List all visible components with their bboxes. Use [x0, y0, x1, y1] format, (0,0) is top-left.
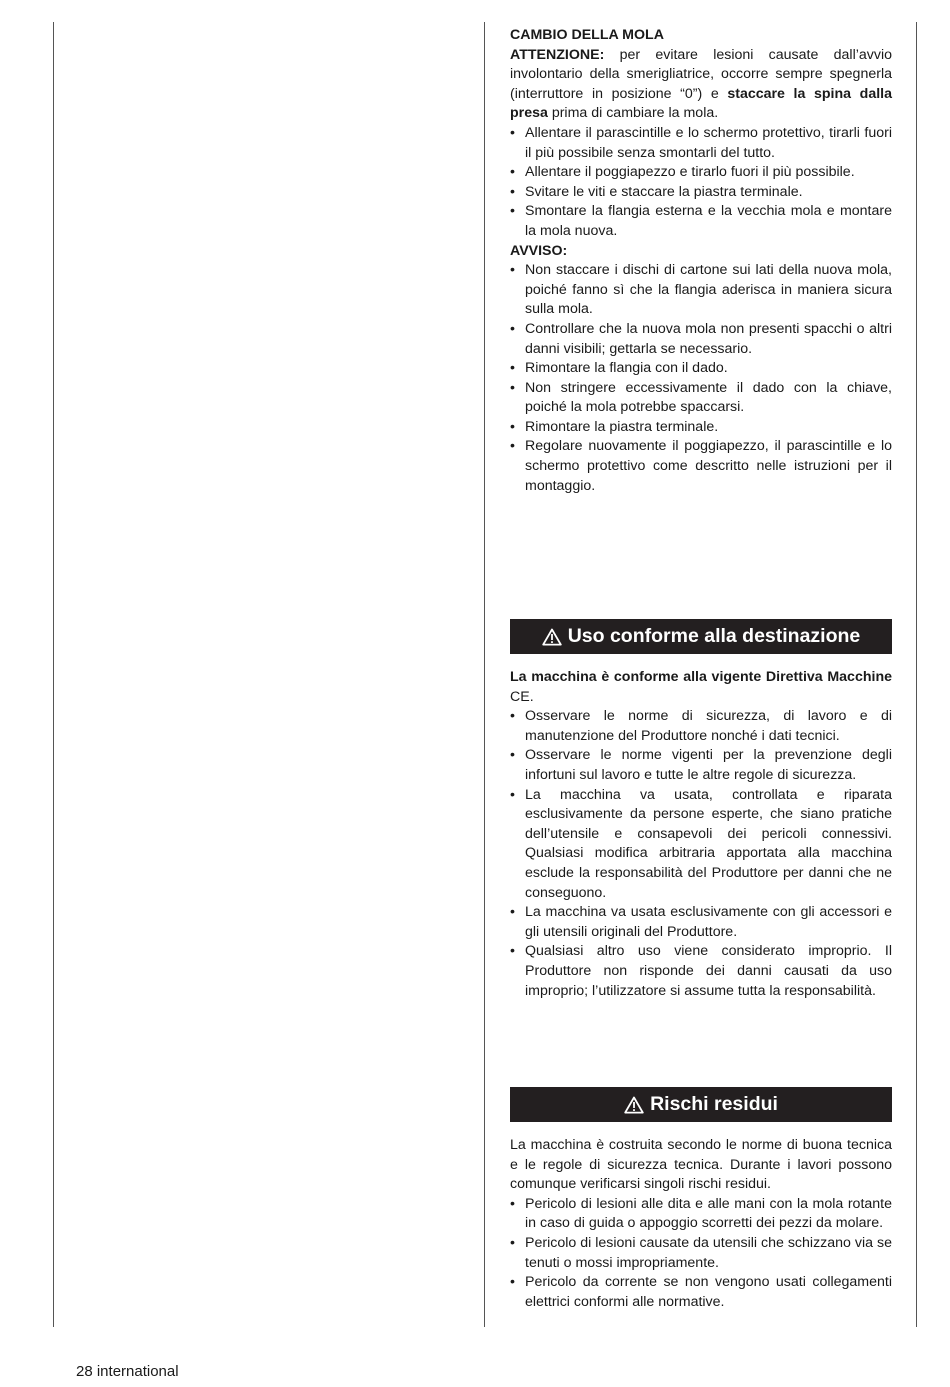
warning-text: per evitare lesioni causate dall’avvio involontario della smerigliatrice, occorre sempre spegnerla (interruttore in posizione “0”) e [510, 46, 892, 102]
list-item: • La macchina va usata esclusivamente con gli accessori e gli utensili originali del Produttore. [510, 903, 892, 942]
list-item: • La macchina va usata, controllata e riparata esclusivamente da persone esperte, che siano pratiche dell’utensile e consapevoli dei pericoli connessivi. Qualsiasi modifica arbitraria apportata alla macchina esclude la responsabilità del Produttore per danni che ne conseguono. [510, 786, 892, 904]
uso-list [510, 707, 892, 1001]
right-margin-rule [916, 22, 917, 1327]
notice-label: AVVISO: [510, 242, 568, 259]
section-heading: Rischi residui [650, 1093, 778, 1115]
list-item: • Osservare le norme di sicurezza, di lavoro e di manutenzione del Produttore nonché i dati tecnici. [510, 707, 892, 746]
list-item: • Allentare il poggiapezzo e tirarlo fuori il più possibile. [510, 163, 892, 183]
uso-conforme-banner [510, 619, 892, 654]
notice-list [510, 261, 892, 496]
center-column-rule [484, 22, 485, 1327]
left-margin-rule [53, 22, 54, 1327]
warning-label: ATTENZIONE: [510, 46, 605, 63]
section-title: CAMBIO DELLA MOLA [510, 27, 664, 43]
rischi-list [510, 1195, 892, 1313]
section-cambio-mola [510, 26, 892, 496]
list-item: • Rimontare la piastra terminale. [510, 418, 892, 438]
intro-bold: La macchina è conforme alla vigente Direttiva Macchine [510, 669, 892, 685]
section-uso-conforme [510, 668, 892, 1001]
list-item: • Rimontare la flangia con il dado. [510, 359, 892, 379]
page-footer: 28 international [76, 1363, 179, 1380]
rischi-residui-banner [510, 1087, 892, 1122]
list-item: • Non staccare i dischi di cartone sui lati della nuova mola, poiché fanno sì che la flangia aderisca in maniera sicura sulla mola. [510, 261, 892, 320]
list-item: • Pericolo di lesioni alle dita e alle mani con la mola rotante in caso di guida o appoggio scorretti dei pezzi da molare. [510, 1195, 892, 1234]
warning-triangle-icon [624, 1096, 644, 1114]
list-item: • Pericolo da corrente se non vengono usati collegamenti elettrici conformi alle normative. [510, 1273, 892, 1312]
list-item: • Pericolo di lesioni causate da utensili che schizzano via se tenuti o mossi impropriamente. [510, 1234, 892, 1273]
section-heading: Uso conforme alla destinazione [567, 625, 861, 647]
warning-text-end: prima di cambiare la mola. [551, 105, 719, 122]
warning-paragraph [510, 46, 892, 124]
warning-emphasis: staccare la spina dalla presa [510, 85, 892, 122]
list-item: • Non stringere eccessivamente il dado con la chiave, poiché la mola potrebbe spaccarsi. [510, 379, 892, 418]
list-item: • Allentare il parascintille e lo schermo protettivo, tirarli fuori il più possibile senza smontarli del tutto. [510, 124, 892, 163]
warning-triangle-icon [542, 628, 562, 646]
list-item: • Qualsiasi altro uso viene considerato improprio. Il Produttore non risponde dei danni causati da uso improprio; l’utilizzatore si assume tutta la responsabilità. [510, 942, 892, 1001]
list-item: • Controllare che la nuova mola non presenti spacchi o altri danni visibili; gettarla se necessario. [510, 320, 892, 359]
list-item: • Regolare nuovamente il poggiapezzo, il parascintille e lo schermo protettivo come descritto nelle istruzioni per il montaggio. [510, 437, 892, 496]
ce-mark: CE. [510, 688, 534, 705]
list-item: • Svitare le viti e staccare la piastra terminale. [510, 183, 892, 203]
list-item: • Smontare la flangia esterna e la vecchia mola e montare la mola nuova. [510, 202, 892, 241]
section-rischi-residui [510, 1136, 892, 1312]
steps-list [510, 124, 892, 242]
intro-paragraph: La macchina è costruita secondo le norme di buona tecnica e le regole di sicurezza tecnica. Durante i lavori possono comunque verificarsi singoli rischi residui. [510, 1137, 892, 1193]
list-item: • Osservare le norme vigenti per la prevenzione degli infortuni sul lavoro e tutte le altre regole di sicurezza. [510, 746, 892, 785]
intro-paragraph [510, 668, 892, 707]
